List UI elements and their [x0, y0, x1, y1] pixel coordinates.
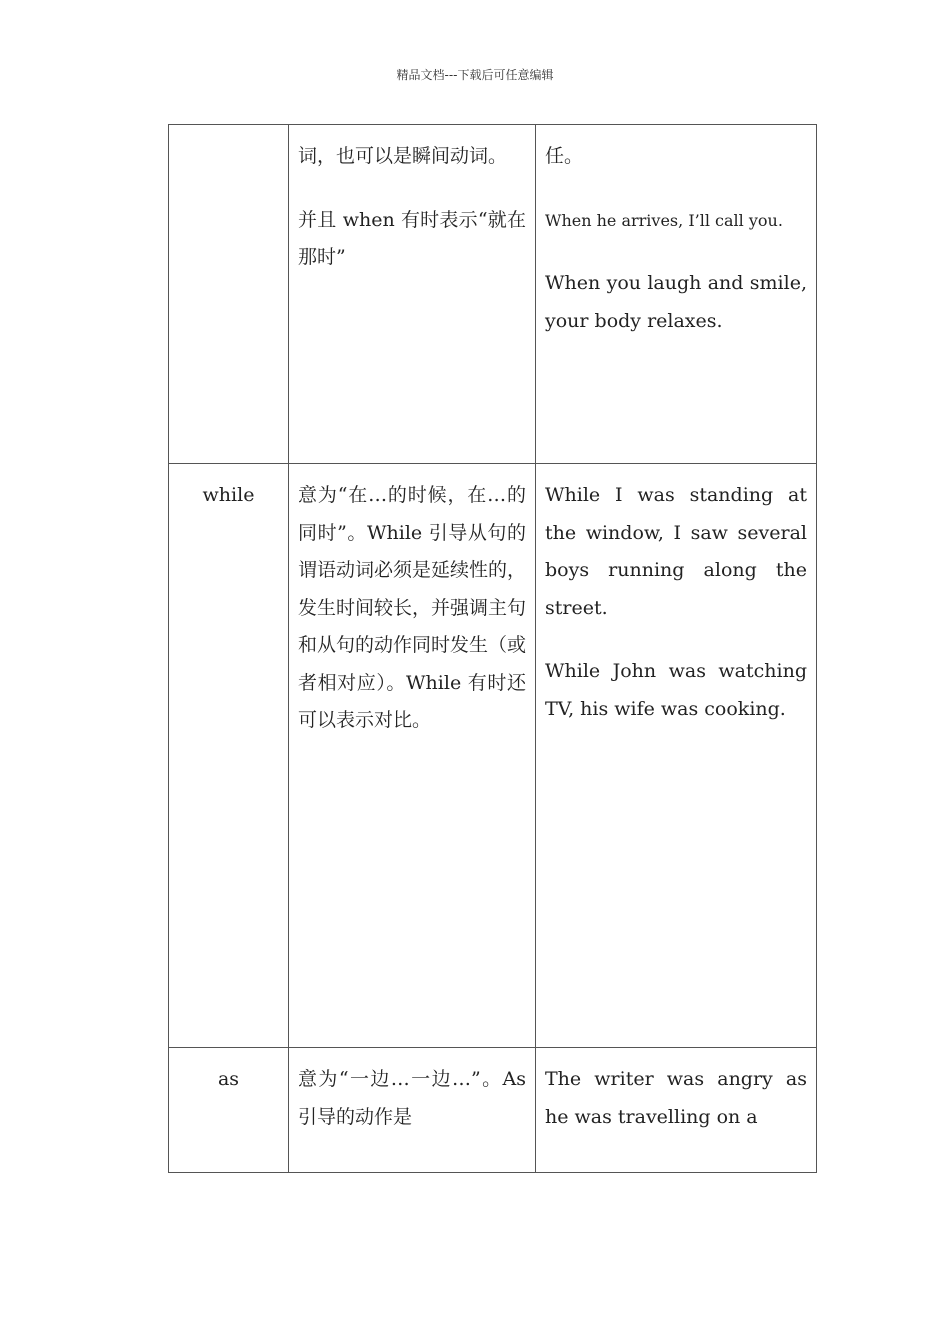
conjunction-table — [168, 124, 817, 1173]
example-sentence: When you laugh and smile, your body relaxes. — [545, 272, 807, 332]
example-sentence: While John was watching TV, his wife was cooking. — [545, 660, 807, 720]
example-sentence: The writer was angry as he was travelling on a — [545, 1068, 807, 1128]
example-cell — [536, 1048, 817, 1173]
explanation-text: 并且 when 有时表示“就在那时” — [298, 208, 526, 268]
table-row — [169, 125, 817, 464]
example-sentence: While I was standing at the window, I saw several boys running along the street. — [545, 484, 807, 619]
example-sentence: 任。 — [545, 145, 584, 167]
table-row — [169, 464, 817, 1048]
table-row — [169, 1048, 817, 1173]
word-cell: as — [169, 1048, 289, 1173]
example-cell — [536, 464, 817, 1048]
explanation-text: 词，也可以是瞬间动词。 — [298, 145, 508, 167]
explanation-cell — [289, 1048, 536, 1173]
explanation-cell — [289, 125, 536, 464]
explanation-text: 意为“一边…一边…”。As 引导的动作是 — [298, 1068, 526, 1128]
word-cell — [169, 125, 289, 464]
word-cell: while — [169, 464, 289, 1048]
explanation-cell — [289, 464, 536, 1048]
example-sentence: When he arrives, I’ll call you. — [545, 210, 783, 230]
explanation-text: 意为“在…的时候，在…的同时”。While 引导从句的谓语动词必须是延续性的，发生时间较长，并强调主句和从句的动作同时发生（或者相对应）。While 有时还可以表示对比。 — [298, 484, 527, 731]
example-cell — [536, 125, 817, 464]
page-header: 精品文档---下载后可任意编辑 — [396, 68, 554, 82]
